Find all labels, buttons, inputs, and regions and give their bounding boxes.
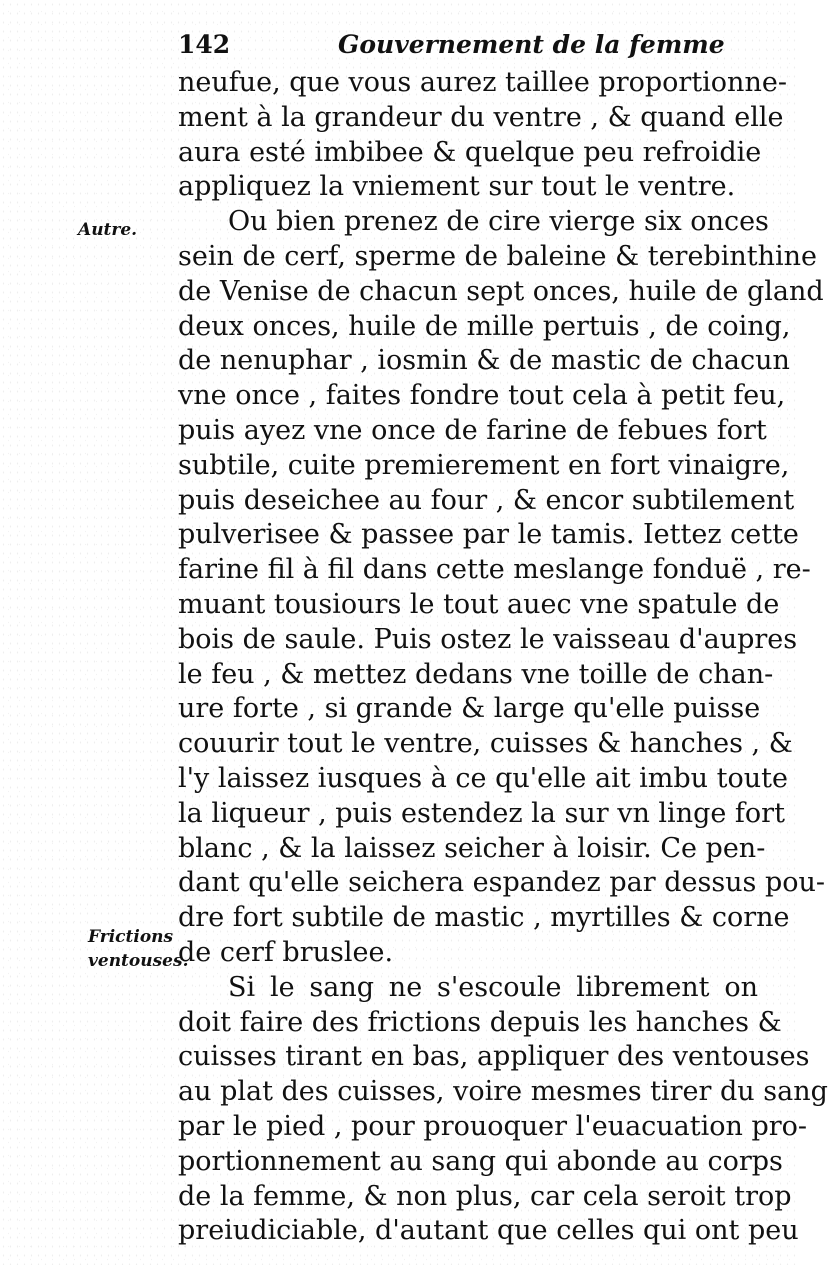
running-title: Gouvernement de la femme (338, 30, 725, 59)
text-line: de Venise de chacun sept onces, huile de gland (178, 275, 824, 307)
text-line: neufue, que vous aurez taillee proportionne- (178, 67, 787, 98)
text-line: Ou bien prenez de cire vierge six onces (228, 206, 769, 238)
margin-note-autre: Autre. (78, 220, 138, 240)
text-line: ure forte , si grande & large qu'elle puisse (178, 693, 761, 725)
text-line: de cerf bruslee. (178, 936, 394, 968)
text-line: ment à la grandeur du ventre , & quand elle (178, 101, 784, 133)
page-number: 142 (178, 30, 231, 59)
text-line: sein de cerf, sperme de baleine & terebinthine (178, 240, 817, 272)
text-line: subtile, cuite premierement en fort vinaigre, (178, 449, 790, 481)
text-line: appliquez la vniement sur tout le ventre. (178, 171, 736, 203)
text-line: couurir tout le ventre, cuisses & hanches , & (178, 728, 793, 760)
text-line: de nenuphar , iosmin & de mastic de chacun (178, 345, 790, 377)
text-line: de la femme, & non plus, car cela seroit trop (178, 1180, 792, 1212)
text-line: portionnement au sang qui abonde au corps (178, 1145, 783, 1177)
text-line: bois de saule. Puis ostez le vaisseau d'aupres (178, 623, 798, 655)
text-line: preiudiciable, d'autant que celles qui ont peu (178, 1215, 799, 1247)
text-line: pulverisee & passee par le tamis. Iettez cette (178, 519, 799, 551)
text-line: aura esté imbibee & quelque peu refroidie (178, 136, 762, 168)
text-line: la liqueur , puis estendez la sur vn linge fort (178, 797, 785, 829)
margin-note-frictions (88, 925, 188, 973)
text-line: dant qu'elle seichera espandez par dessus pou- (178, 867, 826, 899)
text-line: doit faire des frictions depuis les hanches & (178, 1006, 782, 1038)
text-line: vne once , faites fondre tout cela à petit feu, (178, 380, 786, 412)
text-line: le feu , & mettez dedans vne toille de chan- (178, 658, 774, 690)
text-line: puis deseichee au four , & encor subtilement (178, 484, 795, 516)
text-line: Si le sang ne s'escoule librement on (228, 971, 758, 1003)
text-line: au plat des cuisses, voire mesmes tirer du sang (178, 1076, 828, 1108)
margin-note-line: Frictions (88, 927, 174, 947)
text-line: cuisses tirant en bas, appliquer des ventouses (178, 1041, 810, 1073)
body-text (178, 66, 828, 1249)
text-line: puis ayez vne once de farine de febues fort (178, 414, 767, 446)
text-line: muant tousiours le tout auec vne spatule de (178, 588, 780, 620)
text-line: dre fort subtile de mastic , myrtilles & corne (178, 902, 790, 934)
margin-note-line: ventouses. (88, 951, 189, 971)
text-line: l'y laissez iusques à ce qu'elle ait imbu toute (178, 762, 788, 794)
text-line: farine fil à fil dans cette meslange fonduë , re- (178, 554, 811, 586)
running-head (178, 30, 725, 70)
text-line: blanc , & la laissez seicher à loisir. Ce pen- (178, 832, 766, 864)
text-line: deux onces, huile de mille pertuis , de coing, (178, 310, 791, 342)
text-line: par le pied , pour prouoquer l'euacuation pro- (178, 1110, 808, 1142)
